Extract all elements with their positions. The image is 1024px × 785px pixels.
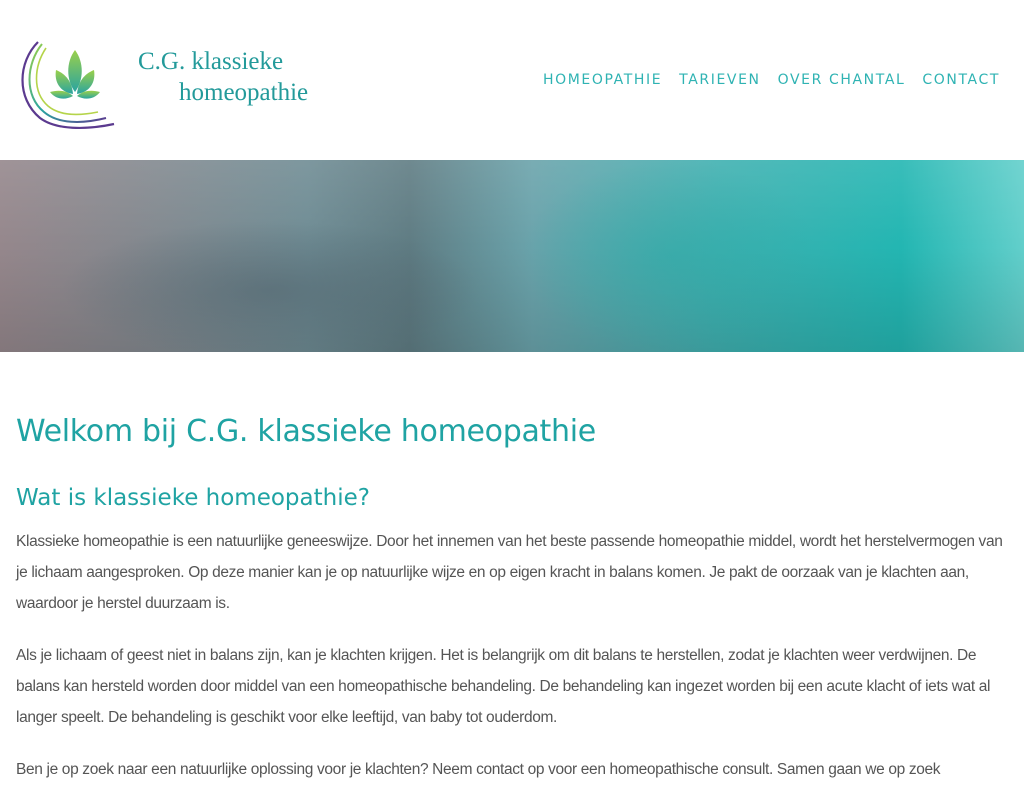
nav-homeopathie[interactable]: HOMEOPATHIE: [542, 72, 663, 88]
nav-over-chantal[interactable]: OVER CHANTAL: [777, 72, 906, 88]
section-heading: Wat is klassieke homeopathie?: [16, 485, 370, 511]
nav-contact[interactable]: CONTACT: [922, 72, 1000, 88]
main-navigation: [543, 70, 1000, 90]
nav-tarieven[interactable]: TARIEVEN: [679, 72, 761, 88]
logo-text-line1: C.G. klassieke: [138, 48, 284, 75]
contact-paragraph: Ben je op zoek naar een natuurlijke oplossing voor je klachten? Neem contact op voor een homeopathische consult. Samen gaan we op zoek: [16, 761, 941, 778]
page-title: Welkom bij C.G. klassieke homeopathie: [16, 414, 596, 449]
logo-text-line2: homeopathie: [179, 79, 309, 106]
lotus-leaves-icon: [16, 38, 120, 130]
site-logo[interactable]: [16, 38, 346, 133]
balance-paragraph: Als je lichaam of geest niet in balans zijn, kan je klachten krijgen. Het is belangrijk om dit balans te herstellen, zodat je klachten weer verdwijnen. De balans kan hersteld worden door middel van een homeopathische behandeling. De behandeling kan ingezet worden bij een acute klacht of iets wat al langer speelt. De behandeling is geschikt voor elke leeftijd, van baby tot ouderdom.: [16, 647, 991, 726]
intro-paragraph: Klassieke homeopathie is een natuurlijke geneeswijze. Door het innemen van het beste passende homeopathie middel, wordt het herstelvermogen van je lichaam aangesproken. Op deze manier kan je op natuurlijke wijze en op eigen kracht in balans komen. Je pakt de oorzaak van je klachten aan, waardoor je herstel duurzaam is.: [16, 533, 1003, 612]
hero-banner-image: [0, 160, 1024, 352]
site-header: [0, 0, 1024, 160]
hero-blur-shape: [520, 160, 820, 352]
hero-blur-shape: [60, 220, 480, 352]
